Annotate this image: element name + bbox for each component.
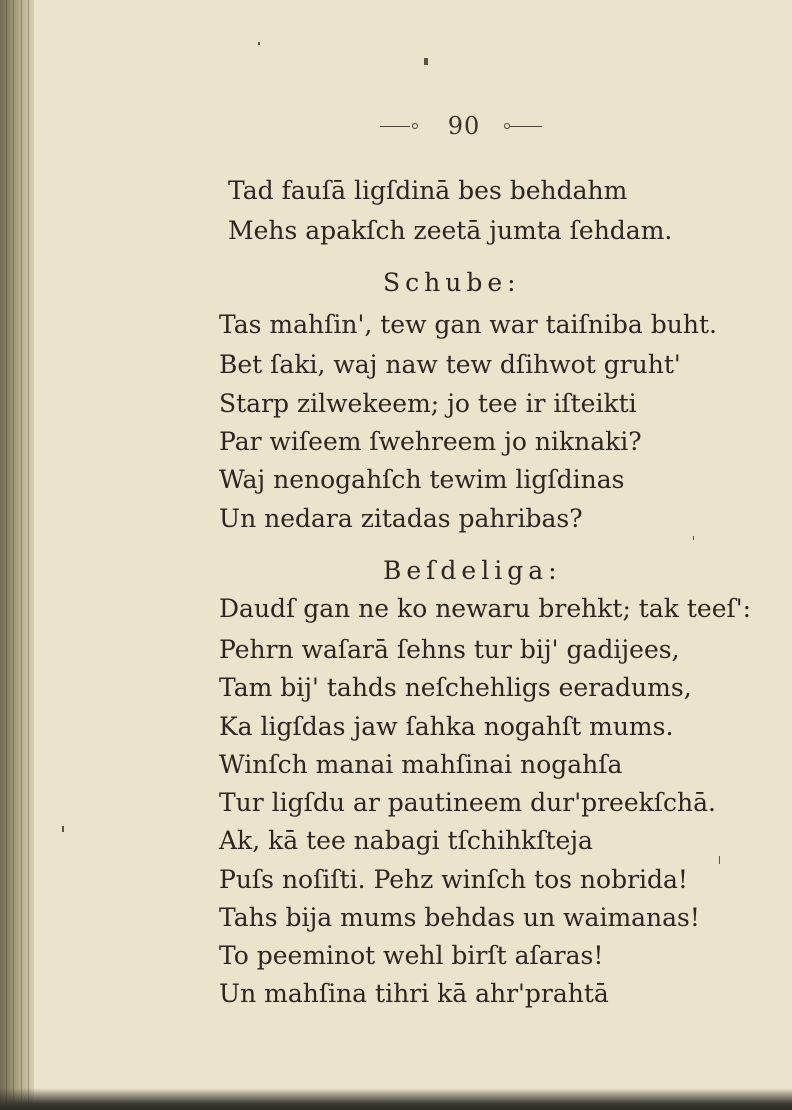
print-speck xyxy=(693,536,694,540)
verse-line: Mehs apakſch zeetā jumta ſehdam. xyxy=(228,216,673,245)
verse-line: Daudſ gan ne ko newaru brehkt; tak teeſ': xyxy=(219,594,752,623)
header-rule-left xyxy=(380,126,410,127)
spine-edge-line xyxy=(28,0,29,1110)
verse-line: Un nedara zitadas pahribas? xyxy=(219,504,583,533)
verse-line: Bet ſaki, waj naw tew dſihwot gruht' xyxy=(219,350,681,379)
speaker-heading: Schube: xyxy=(383,268,521,297)
verse-line: Tahs bija mums behdas un waimanas! xyxy=(219,903,700,932)
verse-line: Tur ligſdu ar pautineem dur'preekſchā. xyxy=(219,788,716,817)
verse-line: Tad fauſā ligſdinā bes behdahm xyxy=(228,176,628,205)
header-rule-right xyxy=(510,126,542,127)
print-speck xyxy=(258,42,260,45)
verse-line: Par wiſeem ſwehreem jo niknaki? xyxy=(219,427,642,456)
verse-line: Tas mahſin', tew gan war taiſniba buht. xyxy=(219,310,717,339)
spine-edge-line xyxy=(21,0,22,1110)
speaker-heading: Beſdeliga: xyxy=(383,556,562,585)
page-bottom-edge xyxy=(0,1088,792,1110)
verse-line: Tam bij' tahds neſchehligs eeradums, xyxy=(219,673,692,702)
print-speck xyxy=(719,856,720,864)
page-header xyxy=(376,112,546,142)
verse-line: Waj nenogahſch tewim ligſdinas xyxy=(219,465,625,494)
verse-line: Ka ligſdas jaw ſahka nogahſt mums. xyxy=(219,712,674,741)
verse-line: Puſs noſiſti. Pehz winſch tos nobrida! xyxy=(219,865,688,894)
verse-line: Pehrn waſarā ſehns tur bij' gadijees, xyxy=(219,635,680,664)
verse-line: Winſch manai mahſinai nogahſa xyxy=(219,750,623,779)
header-ornament-left xyxy=(412,123,418,129)
print-speck xyxy=(424,58,428,65)
page-number: 90 xyxy=(447,112,481,140)
verse-line: To peeminot wehl birſt aſaras! xyxy=(219,941,604,970)
spine-edge-line xyxy=(13,0,14,1110)
verse-line: Ak, kā tee nabagi tſchihkſteja xyxy=(219,826,593,855)
verse-line: Starp zilwekeem; jo tee ir iſteikti xyxy=(219,389,637,418)
verse-line: Un mahſina tihri kā ahr'prahtā xyxy=(219,979,609,1008)
spine-edge-line xyxy=(6,0,7,1110)
print-speck xyxy=(62,826,64,832)
